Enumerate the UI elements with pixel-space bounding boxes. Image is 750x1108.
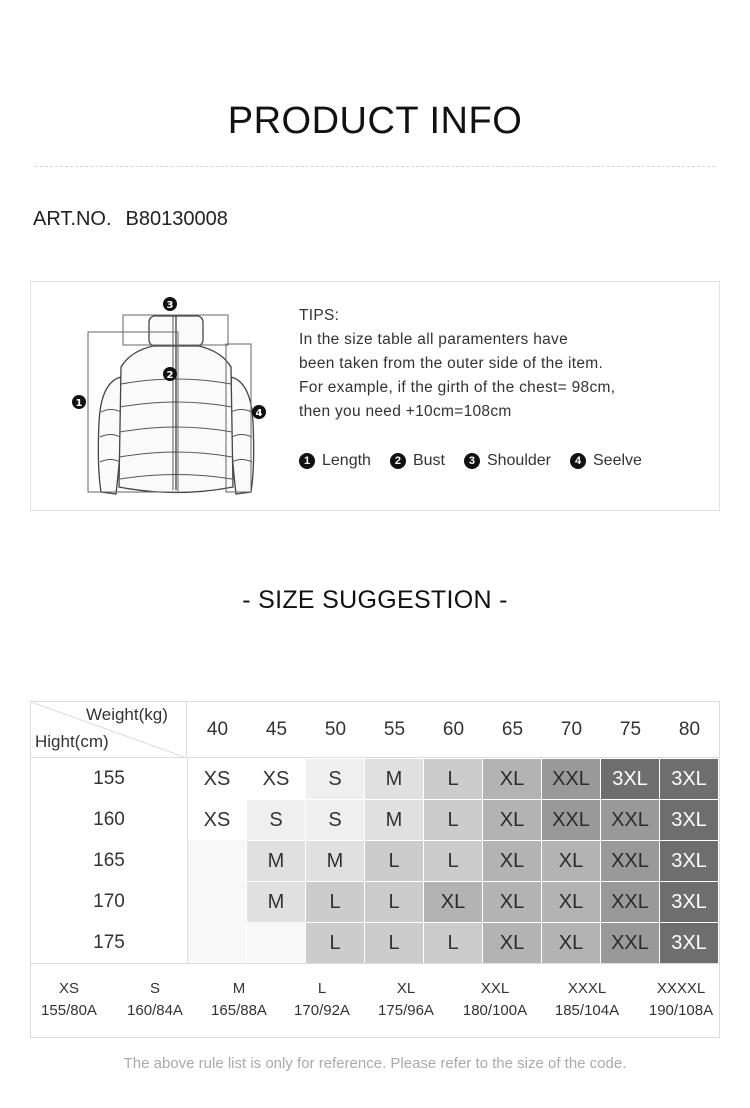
reference-spec: 155/80A — [41, 1002, 97, 1019]
number-4-icon: 4 — [570, 453, 586, 469]
svg-text:4: 4 — [255, 408, 263, 419]
size-cell: XXL — [601, 840, 659, 881]
size-cell: XS — [247, 758, 305, 799]
legend-label: Shoulder — [486, 452, 551, 469]
size-cell-empty — [188, 922, 246, 963]
size-cell: L — [365, 840, 423, 881]
size-cell: M — [306, 840, 364, 881]
size-cell: 3XL — [660, 840, 718, 881]
size-cell: L — [306, 881, 364, 922]
article-label: ART.NO. — [33, 208, 112, 230]
measure-legend — [299, 452, 661, 470]
size-cell: XL — [483, 881, 541, 922]
weight-header-70: 70 — [542, 702, 601, 758]
size-suggestion-title: - SIZE SUGGESTION - — [242, 586, 508, 614]
weight-header-65: 65 — [483, 702, 542, 758]
divider — [35, 166, 715, 167]
size-cell: L — [365, 881, 423, 922]
height-label-175: 175 — [93, 932, 125, 953]
reference-size-label: XXXL — [567, 980, 607, 997]
article-value: B80130008 — [125, 208, 228, 230]
size-reference-item — [277, 978, 367, 1022]
legend-label: Seelve — [593, 452, 642, 469]
size-cell: L — [424, 799, 482, 840]
table-corner-header — [31, 702, 187, 758]
size-cell-empty — [247, 922, 305, 963]
reference-size-label: XXL — [480, 980, 510, 997]
height-label-155: 155 — [93, 768, 125, 789]
size-reference-item — [542, 978, 632, 1022]
reference-size-label: XXXXL — [656, 980, 706, 997]
size-cell: XL — [483, 922, 541, 963]
svg-text:3: 3 — [166, 300, 174, 311]
size-cell: 3XL — [601, 758, 659, 799]
size-cell: 3XL — [660, 799, 718, 840]
reference-spec: 165/88A — [211, 1002, 267, 1019]
size-cell: XXL — [601, 799, 659, 840]
size-reference-item — [450, 978, 540, 1022]
size-cell: L — [424, 840, 482, 881]
legend-item-sleeve — [570, 452, 642, 470]
size-reference-item — [636, 978, 726, 1022]
size-cell: XL — [424, 881, 482, 922]
weight-header-50: 50 — [306, 702, 365, 758]
weight-header-45: 45 — [247, 702, 306, 758]
size-cell: XXL — [542, 799, 600, 840]
reference-size-label: XL — [396, 980, 416, 997]
size-reference-item — [24, 978, 114, 1022]
size-reference-table — [30, 964, 720, 1038]
height-axis-label: Hight(cm) — [35, 732, 109, 751]
size-cell: XL — [483, 758, 541, 799]
size-cell-empty — [188, 881, 246, 922]
size-reference-item — [361, 978, 451, 1022]
reference-spec: 170/92A — [294, 1002, 350, 1019]
height-label-170: 170 — [93, 891, 125, 912]
legend-item-shoulder — [464, 452, 551, 470]
jacket-diagram-icon — [71, 292, 281, 502]
weight-header-60: 60 — [424, 702, 483, 758]
reference-size-label: L — [317, 980, 327, 997]
size-cell: XL — [542, 922, 600, 963]
weight-header-40: 40 — [188, 702, 247, 758]
page-title: PRODUCT INFO — [227, 100, 523, 142]
svg-text:2: 2 — [166, 370, 174, 381]
size-cell: XL — [483, 799, 541, 840]
size-reference-item — [110, 978, 200, 1022]
size-cell: L — [424, 758, 482, 799]
tips-line: For example, if the girth of the chest= 98cm, — [299, 379, 616, 396]
reference-spec: 180/100A — [462, 1002, 528, 1019]
reference-size-label: S — [149, 980, 160, 997]
product-info-box — [30, 281, 720, 511]
number-1-icon: 1 — [299, 453, 315, 469]
size-cell: S — [247, 799, 305, 840]
reference-spec: 175/96A — [378, 1002, 434, 1019]
size-cell: XL — [542, 840, 600, 881]
reference-spec: 185/104A — [554, 1002, 620, 1019]
article-number — [33, 208, 228, 231]
size-cell: L — [306, 922, 364, 963]
size-cell: XL — [483, 840, 541, 881]
tips-heading: TIPS: — [299, 307, 340, 324]
weight-header-75: 75 — [601, 702, 660, 758]
tips-text — [299, 304, 615, 424]
legend-label: Length — [322, 452, 371, 469]
size-cell: XXL — [542, 758, 600, 799]
size-cell: XXL — [601, 881, 659, 922]
size-cell: XS — [188, 799, 246, 840]
height-label-160: 160 — [93, 809, 125, 830]
size-cell-empty — [188, 840, 246, 881]
legend-label: Bust — [412, 452, 445, 469]
size-cell: M — [365, 758, 423, 799]
number-2-icon: 2 — [390, 453, 406, 469]
legend-item-bust — [390, 452, 445, 470]
number-3-icon: 3 — [464, 453, 480, 469]
size-cell: S — [306, 799, 364, 840]
size-cell: M — [247, 840, 305, 881]
legend-item-length — [299, 452, 371, 470]
reference-size-label: M — [232, 980, 246, 997]
size-table — [30, 701, 720, 964]
reference-spec: 190/108A — [648, 1002, 714, 1019]
tips-line: then you need +10cm=108cm — [299, 403, 512, 420]
size-cell: L — [365, 922, 423, 963]
reference-size-label: XS — [58, 980, 79, 997]
size-reference-item — [194, 978, 284, 1022]
size-cell: 3XL — [660, 922, 718, 963]
weight-header-55: 55 — [365, 702, 424, 758]
weight-axis-label: Weight(kg) — [86, 705, 168, 724]
size-cell: XXL — [601, 922, 659, 963]
tips-line: In the size table all paramenters have — [299, 331, 569, 348]
height-label-165: 165 — [93, 850, 125, 871]
svg-text:1: 1 — [75, 398, 83, 409]
footer-note: The above rule list is only for reference. Please refer to the size of the code. — [123, 1055, 627, 1072]
tips-line: been taken from the outer side of the item. — [299, 355, 604, 372]
size-cell: M — [365, 799, 423, 840]
size-cell: S — [306, 758, 364, 799]
size-cell: XL — [542, 881, 600, 922]
size-cell: XS — [188, 758, 246, 799]
size-cell: 3XL — [660, 758, 718, 799]
size-cell: 3XL — [660, 881, 718, 922]
weight-header-80: 80 — [660, 702, 719, 758]
size-cell: M — [247, 881, 305, 922]
size-cell: L — [424, 922, 482, 963]
reference-spec: 160/84A — [127, 1002, 183, 1019]
